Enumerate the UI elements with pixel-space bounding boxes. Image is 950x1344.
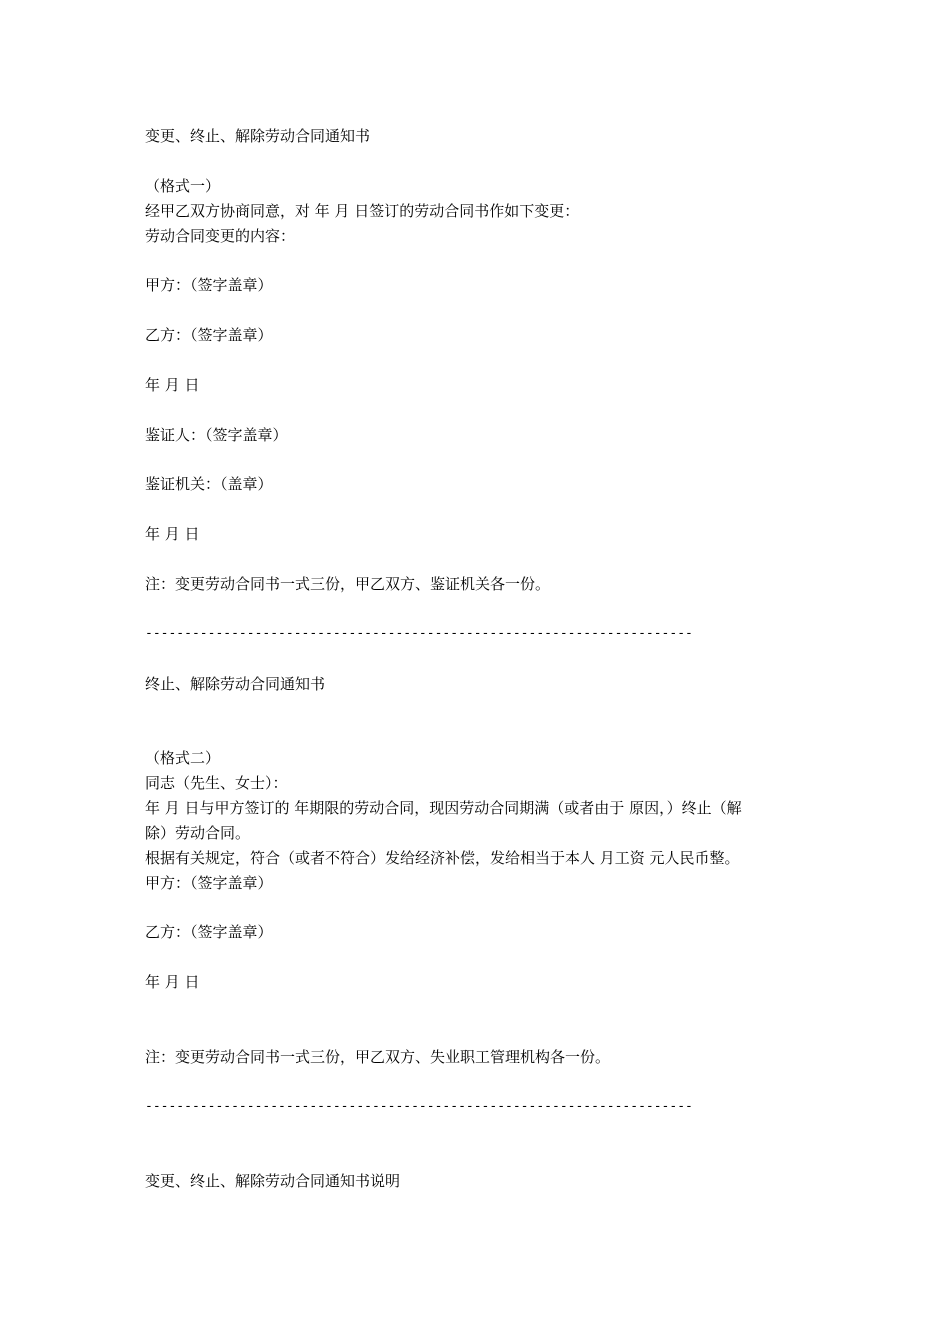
paragraph: 经甲乙双方协商同意，对 年 月 日签订的劳动合同书作如下变更：	[145, 202, 580, 220]
paragraph: 除）劳动合同。	[145, 824, 251, 842]
section-title: 终止、解除劳动合同通知书	[145, 675, 326, 693]
note: 注：变更劳动合同书一式三份，甲乙双方、鉴证机关各一份。	[145, 575, 551, 593]
witness-signature: 鉴证人：（签字盖章）	[145, 426, 288, 444]
paragraph: 根据有关规定，符合（或者不符合）发给经济补偿，发给相当于本人 月工资 元人民币整。	[145, 849, 740, 867]
authority-seal: 鉴证机关：（盖章）	[145, 475, 273, 493]
section-title: 变更、终止、解除劳动合同通知书说明	[145, 1172, 401, 1190]
party-b-signature: 乙方：（签字盖章）	[145, 923, 273, 941]
format-label: （格式一）	[145, 177, 221, 195]
paragraph: 劳动合同变更的内容：	[145, 227, 296, 245]
note: 注：变更劳动合同书一式三份，甲乙双方、失业职工管理机构各一份。	[145, 1048, 611, 1066]
party-b-signature: 乙方：（签字盖章）	[145, 326, 273, 344]
date-line: 年 月 日	[145, 376, 200, 394]
date-line: 年 月 日	[145, 973, 200, 991]
separator-line: ----------------------------------------------------------------------	[145, 1099, 693, 1114]
paragraph: 年 月 日与甲方签订的 年期限的劳动合同，现因劳动合同期满（或者由于 原因，）终止（解	[145, 799, 742, 817]
document-title: 变更、终止、解除劳动合同通知书	[145, 127, 371, 145]
salutation: 同志（先生、女士）：	[145, 774, 288, 792]
format-label: （格式二）	[145, 749, 221, 767]
separator-line: ----------------------------------------------------------------------	[145, 626, 693, 641]
party-a-signature: 甲方：（签字盖章）	[145, 276, 273, 294]
date-line: 年 月 日	[145, 525, 200, 543]
party-a-signature: 甲方：（签字盖章）	[145, 874, 273, 892]
